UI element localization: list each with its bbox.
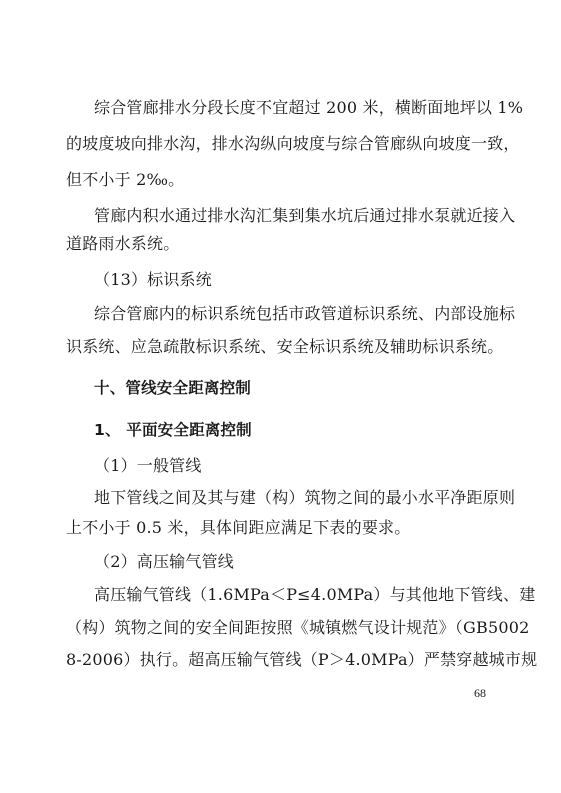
signage-line-1: 综合管廊内的标识系统包括市政管道标识系统、内部设施标 (94, 304, 516, 323)
signage-line-2: 识系统、应急疏散标识系统、安全标识系统及辅助标识系统。 (66, 337, 504, 356)
general-line-1: 地下管线之间及其与建（构）筑物之间的最小水平净距原则 (94, 488, 516, 507)
gas-line-1: 高压输气管线（1.6MPa＜P≤4.0MPa）与其他地下管线、建 (94, 585, 536, 604)
gas-pipeline-heading: （2）高压输气管线 (94, 552, 234, 571)
section-ten-heading: 十、管线安全距离控制 (94, 379, 252, 397)
signage-heading: （13）标识系统 (94, 270, 212, 289)
gas-line-3: 8-2006）执行。超高压输气管线（P＞4.0MPa）严禁穿越城市规 (66, 650, 538, 669)
sump-line-2: 道路雨水系统。 (66, 234, 180, 253)
general-pipeline-heading: （1）一般管线 (94, 456, 202, 475)
gas-line-2: （构）筑物之间的安全间距按照《城镇燃气设计规范》（GB5002 (66, 618, 530, 637)
sump-line-1: 管廊内积水通过排水沟汇集到集水坑后通过排水泵就近接入 (94, 206, 516, 225)
drainage-line-1: 综合管廊排水分段长度不宜超过 200 米，横断面地坪以 1% (94, 98, 524, 117)
page-number: 68 (474, 686, 486, 700)
general-line-2: 上不小于 0.5 米，具体间距应满足下表的要求。 (66, 518, 411, 537)
subsection-one-heading: 1、 平面安全距离控制 (94, 421, 252, 439)
drainage-line-2: 的坡度坡向排水沟，排水沟纵向坡度与综合管廊纵向坡度一致， (66, 134, 520, 153)
drainage-line-3: 但不小于 2‰。 (66, 170, 185, 189)
